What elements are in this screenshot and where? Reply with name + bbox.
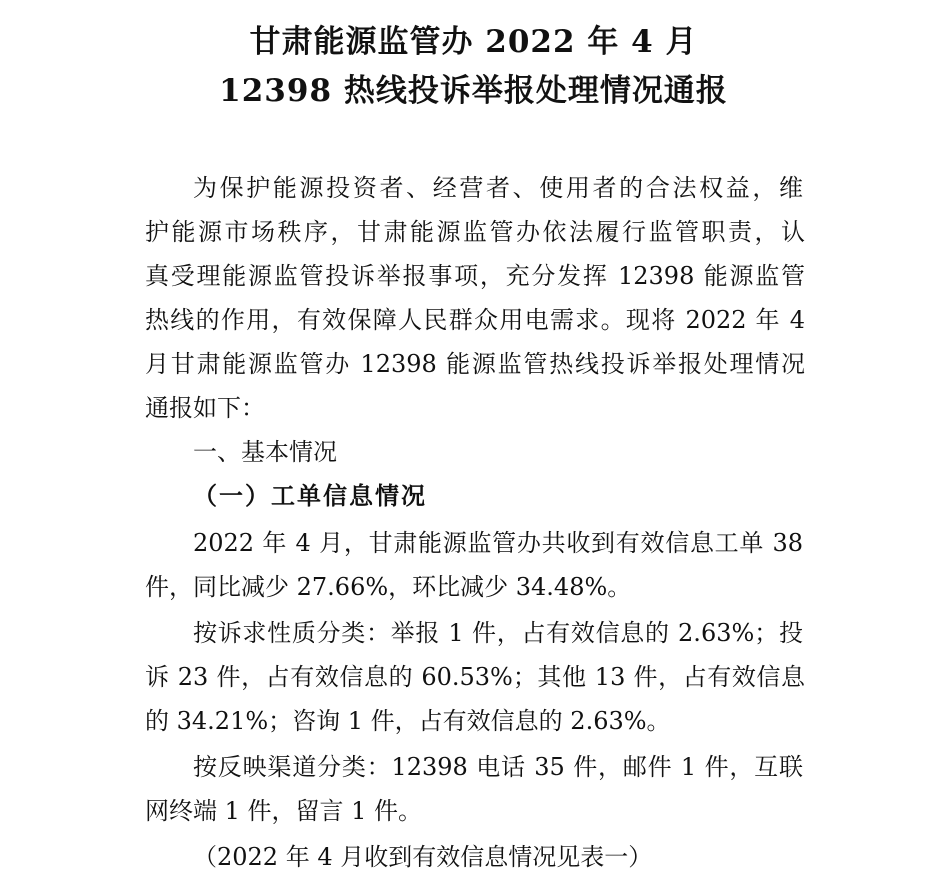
document-title-line-1: 甘肃能源监管办 2022 年 4 月 <box>249 24 698 60</box>
intro-paragraph-line: 通报如下： <box>145 394 265 422</box>
channel-paragraph-line: 按反映渠道分类：12398 电话 35 件，邮件 1 件，互联 <box>193 753 803 781</box>
work-order-paragraph-line: 2022 年 4 月，甘肃能源监管办共收到有效信息工单 38 <box>193 529 803 557</box>
category-paragraph-line: 按诉求性质分类：举报 1 件，占有效信息的 2.63%；投 <box>193 619 803 647</box>
section-heading: 一、基本情况 <box>193 438 337 466</box>
document-title-line-2: 12398 热线投诉举报处理情况通报 <box>219 73 728 109</box>
table-reference-note: （2022 年 4 月收到有效信息情况见表一） <box>193 843 653 871</box>
channel-paragraph-line: 网终端 1 件，留言 1 件。 <box>145 797 423 825</box>
intro-paragraph-line: 月甘肃能源监管办 12398 能源监管热线投诉举报处理情况 <box>145 350 805 378</box>
category-paragraph-line: 的 34.21%；咨询 1 件，占有效信息的 2.63%。 <box>145 707 671 735</box>
intro-paragraph-line: 真受理能源监管投诉举报事项，充分发挥 12398 能源监管 <box>145 262 805 290</box>
work-order-paragraph-line: 件，同比减少 27.66%，环比减少 34.48%。 <box>145 573 632 601</box>
category-paragraph-line: 诉 23 件，占有效信息的 60.53%；其他 13 件，占有效信息 <box>145 663 805 691</box>
intro-paragraph-line: 护能源市场秩序，甘肃能源监管办依法履行监管职责，认 <box>145 218 805 246</box>
intro-paragraph-line: 为保护能源投资者、经营者、使用者的合法权益，维 <box>193 174 803 202</box>
subsection-heading: （一）工单信息情况 <box>193 481 427 510</box>
intro-paragraph-line: 热线的作用，有效保障人民群众用电需求。现将 2022 年 4 <box>145 306 805 334</box>
